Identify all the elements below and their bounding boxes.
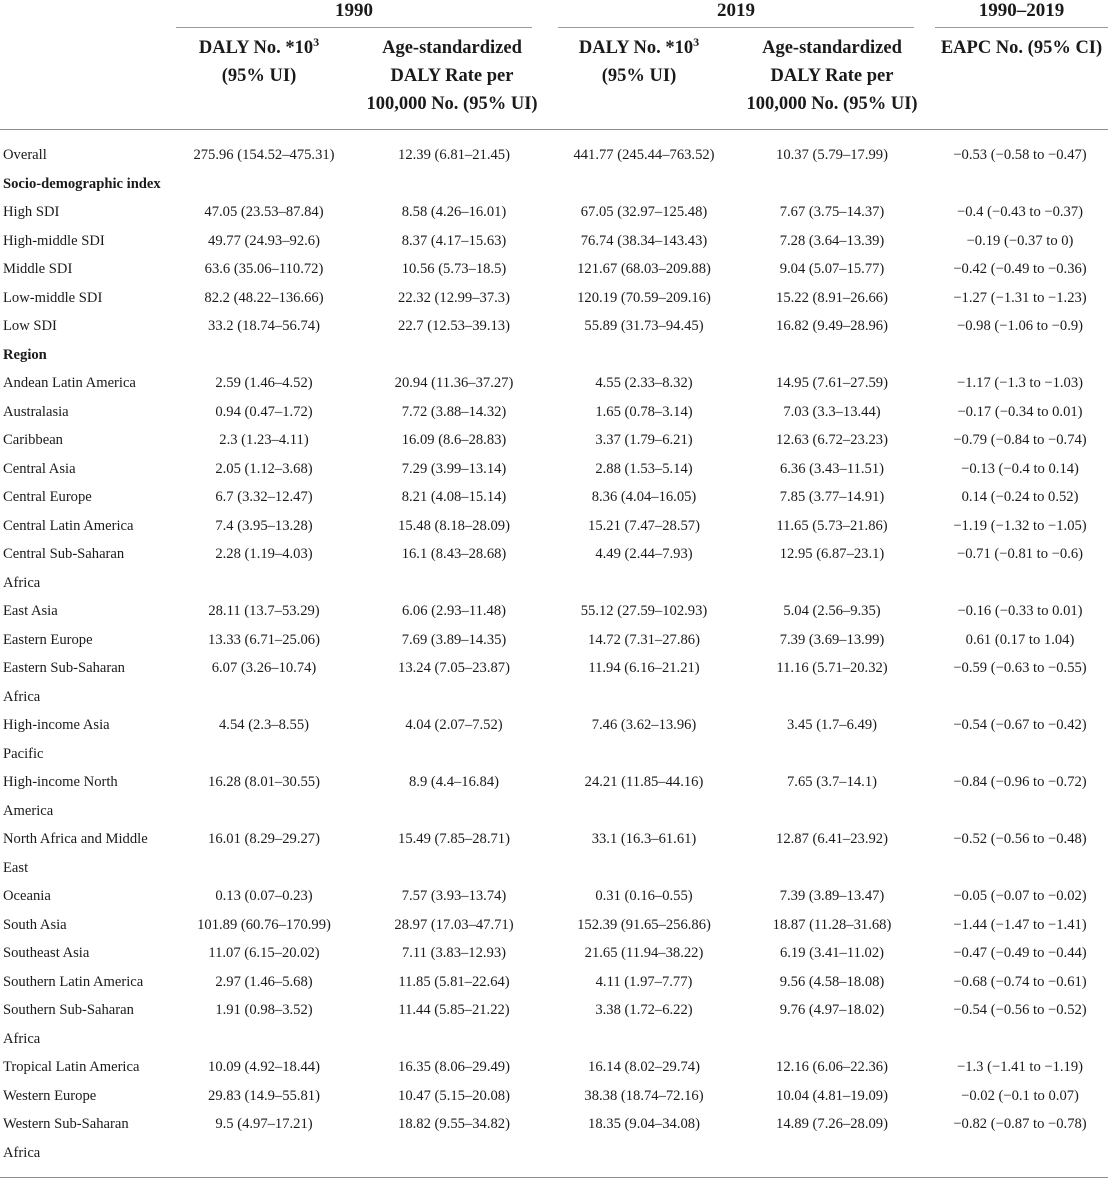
cell-eapc: 0.14 (−0.24 to 0.52) bbox=[961, 489, 1079, 505]
empty-cell bbox=[732, 569, 932, 598]
cell-eapc: −1.3 (−1.41 to −1.19) bbox=[956, 1059, 1084, 1075]
cell-d1990: 82.2 (48.22–136.66) bbox=[204, 289, 324, 306]
empty-cell bbox=[352, 341, 556, 370]
cell-d1990: 2.05 (1.12–3.68) bbox=[215, 460, 313, 477]
empty-cell bbox=[556, 1025, 732, 1054]
row-label: Eastern Sub-Saharan bbox=[3, 660, 125, 676]
cell-r2019: 6.19 (3.41–11.02) bbox=[779, 945, 885, 961]
cell-r1990: 22.7 (12.53–39.13) bbox=[398, 318, 510, 334]
empty-cell bbox=[556, 341, 732, 370]
empty-cell bbox=[732, 740, 932, 769]
empty-cell bbox=[932, 683, 1108, 712]
cell-r1990: 11.85 (5.81–22.64) bbox=[398, 973, 510, 990]
table-row bbox=[0, 882, 1108, 911]
cell-r2019: 3.45 (1.7–6.49) bbox=[787, 717, 877, 733]
empty-cell bbox=[732, 1025, 932, 1054]
table-row bbox=[0, 968, 1108, 997]
cell-r2019: 9.56 (4.58–18.08) bbox=[779, 973, 885, 990]
cell-d2019: 3.37 (1.79–6.21) bbox=[595, 432, 693, 448]
empty-cell bbox=[732, 683, 932, 712]
cell-d1990: 2.97 (1.46–5.68) bbox=[215, 973, 313, 990]
empty-cell bbox=[556, 797, 732, 826]
cell-eapc: −0.42 (−0.49 to −0.36) bbox=[953, 261, 1087, 277]
cell-eapc: −1.17 (−1.3 to −1.03) bbox=[956, 375, 1084, 391]
empty-cell bbox=[176, 170, 352, 199]
cell-r1990: 11.44 (5.85–21.22) bbox=[398, 1002, 510, 1018]
cell-d2019: 67.05 (32.97–125.48) bbox=[580, 204, 708, 220]
cell-d1990: 2.3 (1.23–4.11) bbox=[219, 432, 309, 448]
cell-r1990: 28.97 (17.03–47.71) bbox=[394, 916, 514, 933]
row-label: Oceania bbox=[3, 888, 51, 904]
empty-cell bbox=[932, 1025, 1108, 1054]
row-label: Southeast Asia bbox=[3, 945, 90, 961]
table-row bbox=[0, 825, 1108, 854]
row-label: Australasia bbox=[3, 403, 69, 420]
cell-r1990: 10.47 (5.15–20.08) bbox=[398, 1087, 510, 1104]
empty-cell bbox=[176, 854, 352, 883]
cell-r1990: 12.39 (6.81–21.45) bbox=[398, 147, 510, 163]
cell-r2019: 7.85 (3.77–14.91) bbox=[779, 489, 885, 505]
cell-eapc: −0.84 (−0.96 to −0.72) bbox=[953, 774, 1087, 790]
empty-cell bbox=[932, 170, 1108, 199]
row-label: North Africa and Middle bbox=[3, 831, 148, 847]
cell-eapc: −0.98 (−1.06 to −0.9) bbox=[956, 318, 1084, 334]
cell-d1990: 6.07 (3.26–10.74) bbox=[211, 660, 317, 676]
cell-d1990: 2.59 (1.46–4.52) bbox=[215, 375, 313, 391]
table-body bbox=[0, 141, 1108, 1167]
cell-d1990: 16.01 (8.29–29.27) bbox=[208, 831, 320, 847]
cell-d2019: 18.35 (9.04–34.08) bbox=[588, 1116, 700, 1132]
cell-r1990: 8.58 (4.26–16.01) bbox=[401, 204, 507, 220]
cell-r1990: 16.09 (8.6–28.83) bbox=[401, 432, 507, 448]
row-label: High-middle SDI bbox=[3, 232, 105, 249]
empty-cell bbox=[932, 854, 1108, 883]
cell-d1990: 16.28 (8.01–30.55) bbox=[208, 774, 320, 790]
cell-eapc: 0.61 (0.17 to 1.04) bbox=[965, 631, 1075, 648]
table-row bbox=[0, 369, 1108, 398]
cell-d1990: 49.77 (24.93–92.6) bbox=[208, 232, 320, 249]
row-label: America bbox=[3, 802, 54, 819]
cell-r2019: 12.95 (6.87–23.1) bbox=[779, 546, 885, 562]
cell-eapc: −0.17 (−0.34 to 0.01) bbox=[957, 403, 1083, 420]
header-rate-2019: Age-standardized DALY Rate per 100,000 No. (95% UI) bbox=[746, 38, 918, 114]
cell-eapc: −0.79 (−0.84 to −0.74) bbox=[953, 432, 1087, 448]
row-label: High-income Asia bbox=[3, 717, 110, 733]
cell-eapc: −0.16 (−0.33 to 0.01) bbox=[957, 603, 1083, 619]
cell-d1990: 33.2 (18.74–56.74) bbox=[208, 318, 320, 334]
empty-cell bbox=[556, 569, 732, 598]
cell-d2019: 55.12 (27.59–102.93) bbox=[580, 603, 708, 619]
table-bottom-rule bbox=[0, 1177, 1108, 1178]
empty-cell bbox=[556, 740, 732, 769]
empty-cell bbox=[352, 740, 556, 769]
empty-cell bbox=[176, 740, 352, 769]
cell-eapc: −0.19 (−0.37 to 0) bbox=[966, 232, 1074, 249]
table-row bbox=[0, 711, 1108, 740]
table-row bbox=[0, 483, 1108, 512]
table-row bbox=[0, 854, 1108, 883]
table-row bbox=[0, 939, 1108, 968]
table-row bbox=[0, 1110, 1108, 1139]
cell-eapc: −0.59 (−0.63 to −0.55) bbox=[953, 660, 1087, 676]
row-label: Low SDI bbox=[3, 318, 57, 334]
cell-d1990: 0.94 (0.47–1.72) bbox=[215, 403, 313, 420]
row-label: Andean Latin America bbox=[3, 375, 136, 391]
empty-cell bbox=[352, 797, 556, 826]
cell-d2019: 7.46 (3.62–13.96) bbox=[591, 717, 697, 733]
cell-r1990: 7.69 (3.89–14.35) bbox=[401, 631, 507, 648]
data-table bbox=[0, 141, 1108, 1167]
cell-r1990: 7.72 (3.88–14.32) bbox=[401, 403, 507, 420]
cell-d1990: 101.89 (60.76–170.99) bbox=[197, 916, 331, 933]
row-label: Central Asia bbox=[3, 460, 76, 477]
table-row bbox=[0, 911, 1108, 940]
cell-r2019: 12.16 (6.06–22.36) bbox=[776, 1059, 888, 1075]
header-bottom-rule bbox=[0, 129, 1108, 130]
empty-cell bbox=[932, 740, 1108, 769]
header-rate-1990: Age-standardized DALY Rate per 100,000 No. (95% UI) bbox=[366, 38, 538, 114]
cell-d1990: 9.5 (4.97–17.21) bbox=[215, 1116, 313, 1132]
table-row bbox=[0, 1139, 1108, 1168]
empty-cell bbox=[176, 569, 352, 598]
cell-r1990: 7.11 (3.83–12.93) bbox=[401, 945, 507, 961]
cell-r1990: 7.57 (3.93–13.74) bbox=[401, 888, 507, 904]
row-label: Southern Sub-Saharan bbox=[3, 1002, 134, 1018]
cell-r1990: 22.32 (12.99–37.3) bbox=[398, 289, 510, 306]
cell-d2019: 16.14 (8.02–29.74) bbox=[588, 1059, 700, 1075]
table-row bbox=[0, 255, 1108, 284]
cell-r1990: 16.1 (8.43–28.68) bbox=[401, 546, 507, 562]
cell-d1990: 28.11 (13.7–53.29) bbox=[208, 603, 320, 619]
empty-cell bbox=[352, 683, 556, 712]
cell-d1990: 7.4 (3.95–13.28) bbox=[215, 517, 313, 534]
section-header-row bbox=[0, 170, 1108, 199]
row-label: East bbox=[3, 859, 29, 876]
table-row bbox=[0, 768, 1108, 797]
cell-r2019: 11.65 (5.73–21.86) bbox=[776, 517, 888, 534]
cell-d2019: 8.36 (4.04–16.05) bbox=[591, 489, 697, 505]
cell-d1990: 10.09 (4.92–18.44) bbox=[208, 1059, 320, 1075]
row-label: Western Sub-Saharan bbox=[3, 1116, 129, 1132]
row-label: Eastern Europe bbox=[3, 631, 93, 648]
cell-r2019: 9.04 (5.07–15.77) bbox=[779, 261, 885, 277]
row-label: Caribbean bbox=[3, 432, 63, 448]
header-daly-1990: DALY No. $*10^3$ (95% UI) bbox=[198, 35, 320, 86]
cell-d1990: 4.54 (2.3–8.55) bbox=[219, 717, 309, 733]
empty-cell bbox=[932, 341, 1108, 370]
empty-cell bbox=[176, 1139, 352, 1168]
cell-eapc: −0.13 (−0.4 to 0.14) bbox=[961, 460, 1079, 477]
empty-cell bbox=[352, 1139, 556, 1168]
cell-eapc: −0.52 (−0.56 to −0.48) bbox=[953, 831, 1087, 847]
row-label: Africa bbox=[3, 1030, 41, 1047]
cell-eapc: −0.54 (−0.67 to −0.42) bbox=[953, 717, 1087, 733]
empty-cell bbox=[352, 569, 556, 598]
cell-d1990: 63.6 (35.06–110.72) bbox=[204, 261, 324, 277]
table-row bbox=[0, 654, 1108, 683]
row-label: Africa bbox=[3, 1144, 41, 1161]
cell-d2019: 76.74 (38.34–143.43) bbox=[580, 232, 708, 249]
table-row bbox=[0, 540, 1108, 569]
cell-d2019: 14.72 (7.31–27.86) bbox=[588, 631, 700, 648]
cell-r2019: 6.36 (3.43–11.51) bbox=[779, 460, 885, 477]
section-label: Socio-demographic index bbox=[3, 175, 161, 192]
cell-d2019: 1.65 (0.78–3.14) bbox=[595, 403, 693, 420]
row-label: Africa bbox=[3, 688, 41, 705]
header-rule-1990 bbox=[176, 27, 532, 28]
cell-r1990: 20.94 (11.36–37.27) bbox=[394, 375, 514, 391]
row-label: Africa bbox=[3, 574, 41, 591]
cell-r2019: 12.63 (6.72–23.23) bbox=[776, 432, 888, 448]
cell-d1990: 2.28 (1.19–4.03) bbox=[215, 546, 313, 562]
cell-r2019: 5.04 (2.56–9.35) bbox=[783, 603, 881, 619]
cell-d1990: 6.7 (3.32–12.47) bbox=[215, 489, 313, 505]
cell-d1990: 11.07 (6.15–20.02) bbox=[208, 945, 320, 961]
table-row bbox=[0, 626, 1108, 655]
table-row bbox=[0, 683, 1108, 712]
section-header-row bbox=[0, 341, 1108, 370]
empty-cell bbox=[732, 854, 932, 883]
table-row bbox=[0, 312, 1108, 341]
cell-d2019: 441.77 (245.44–763.52) bbox=[573, 147, 715, 163]
header-rule-range bbox=[935, 27, 1108, 28]
table-row bbox=[0, 1082, 1108, 1111]
row-label: Middle SDI bbox=[3, 261, 73, 277]
table-row bbox=[0, 455, 1108, 484]
table-row bbox=[0, 597, 1108, 626]
cell-d2019: 2.88 (1.53–5.14) bbox=[595, 460, 693, 477]
cell-d2019: 55.89 (31.73–94.45) bbox=[584, 318, 704, 334]
cell-d2019: 4.49 (2.44–7.93) bbox=[595, 546, 693, 562]
empty-cell bbox=[732, 341, 932, 370]
cell-r2019: 7.03 (3.3–13.44) bbox=[783, 403, 881, 420]
empty-cell bbox=[556, 170, 732, 199]
cell-eapc: −1.27 (−1.31 to −1.23) bbox=[953, 289, 1087, 306]
cell-r1990: 15.48 (8.18–28.09) bbox=[398, 517, 510, 534]
cell-r2019: 14.89 (7.26–28.09) bbox=[776, 1116, 888, 1132]
cell-d2019: 4.55 (2.33–8.32) bbox=[595, 375, 693, 391]
cell-eapc: −0.05 (−0.07 to −0.02) bbox=[953, 888, 1087, 904]
cell-d2019: 15.21 (7.47–28.57) bbox=[588, 517, 700, 534]
cell-r2019: 7.39 (3.69–13.99) bbox=[779, 631, 885, 648]
cell-r2019: 9.76 (4.97–18.02) bbox=[779, 1002, 885, 1018]
row-label: Western Europe bbox=[3, 1087, 97, 1104]
cell-eapc: −0.53 (−0.58 to −0.47) bbox=[953, 147, 1087, 163]
header-eapc: EAPC No. (95% CI) bbox=[940, 38, 1103, 58]
cell-d2019: 121.67 (68.03–209.88) bbox=[577, 261, 711, 277]
cell-r2019: 7.28 (3.64–13.39) bbox=[779, 232, 885, 249]
cell-r2019: 7.39 (3.89–13.47) bbox=[779, 888, 885, 904]
cell-eapc: −1.44 (−1.47 to −1.41) bbox=[953, 916, 1087, 933]
cell-d2019: 120.19 (70.59–209.16) bbox=[577, 289, 711, 306]
table-row bbox=[0, 398, 1108, 427]
table-row bbox=[0, 198, 1108, 227]
table-row bbox=[0, 569, 1108, 598]
cell-r2019: 16.82 (9.49–28.96) bbox=[776, 318, 888, 334]
empty-cell bbox=[352, 854, 556, 883]
empty-cell bbox=[556, 683, 732, 712]
empty-cell bbox=[732, 170, 932, 199]
cell-r1990: 15.49 (7.85–28.71) bbox=[398, 831, 510, 847]
row-label: South Asia bbox=[3, 916, 67, 933]
cell-d2019: 38.38 (18.74–72.16) bbox=[584, 1087, 704, 1104]
cell-r1990: 13.24 (7.05–23.87) bbox=[398, 660, 510, 676]
cell-r2019: 10.37 (5.79–17.99) bbox=[776, 147, 888, 163]
cell-r2019: 14.95 (7.61–27.59) bbox=[776, 375, 888, 391]
table-row bbox=[0, 996, 1108, 1025]
cell-r1990: 8.21 (4.08–15.14) bbox=[401, 489, 507, 505]
cell-d2019: 152.39 (91.65–256.86) bbox=[577, 916, 711, 933]
cell-d2019: 0.31 (0.16–0.55) bbox=[595, 888, 693, 904]
table-row bbox=[0, 740, 1108, 769]
empty-cell bbox=[732, 797, 932, 826]
table-row bbox=[0, 426, 1108, 455]
empty-cell bbox=[556, 854, 732, 883]
cell-d2019: 21.65 (11.94–38.22) bbox=[584, 945, 704, 961]
row-label: Low-middle SDI bbox=[3, 289, 103, 306]
row-label: Pacific bbox=[3, 745, 44, 762]
cell-d2019: 33.1 (16.3–61.61) bbox=[591, 831, 697, 847]
cell-r2019: 7.65 (3.7–14.1) bbox=[787, 774, 877, 790]
empty-cell bbox=[176, 683, 352, 712]
row-label: High SDI bbox=[3, 204, 60, 220]
cell-d1990: 13.33 (6.71–25.06) bbox=[208, 631, 320, 648]
cell-d1990: 275.96 (154.52–475.31) bbox=[193, 147, 335, 163]
cell-r1990: 4.04 (2.07–7.52) bbox=[405, 717, 503, 733]
cell-d1990: 47.05 (23.53–87.84) bbox=[204, 204, 324, 220]
row-label: High-income North bbox=[3, 774, 118, 790]
row-label: Tropical Latin America bbox=[3, 1059, 140, 1075]
empty-cell bbox=[176, 797, 352, 826]
row-label: East Asia bbox=[3, 603, 58, 619]
row-label: Overall bbox=[3, 147, 47, 163]
header-year-2019: 2019 bbox=[717, 0, 755, 21]
cell-d2019: 24.21 (11.85–44.16) bbox=[584, 774, 704, 790]
cell-eapc: −0.54 (−0.56 to −0.52) bbox=[953, 1002, 1087, 1018]
empty-cell bbox=[556, 1139, 732, 1168]
empty-cell bbox=[732, 1139, 932, 1168]
cell-d2019: 11.94 (6.16–21.21) bbox=[588, 660, 700, 676]
cell-d1990: 29.83 (14.9–55.81) bbox=[208, 1087, 320, 1104]
cell-r2019: 7.67 (3.75–14.37) bbox=[779, 204, 885, 220]
cell-eapc: −0.71 (−0.81 to −0.6) bbox=[956, 546, 1084, 562]
cell-r1990: 10.56 (5.73–18.5) bbox=[401, 261, 507, 277]
cell-eapc: −0.82 (−0.87 to −0.78) bbox=[953, 1116, 1087, 1132]
empty-cell bbox=[176, 1025, 352, 1054]
cell-d1990: 1.91 (0.98–3.52) bbox=[215, 1002, 313, 1018]
table-row bbox=[0, 1025, 1108, 1054]
cell-r1990: 8.37 (4.17–15.63) bbox=[401, 232, 507, 249]
header-rule-2019 bbox=[558, 27, 914, 28]
row-label: Central Europe bbox=[3, 489, 92, 505]
table-row bbox=[0, 797, 1108, 826]
cell-d2019: 3.38 (1.72–6.22) bbox=[595, 1002, 693, 1018]
empty-cell bbox=[352, 170, 556, 199]
cell-r2019: 11.16 (5.71–20.32) bbox=[776, 660, 888, 676]
section-label: Region bbox=[3, 346, 47, 363]
empty-cell bbox=[352, 1025, 556, 1054]
cell-r1990: 16.35 (8.06–29.49) bbox=[398, 1059, 510, 1075]
cell-eapc: −0.02 (−0.1 to 0.07) bbox=[961, 1087, 1079, 1104]
empty-cell bbox=[932, 797, 1108, 826]
header-year-1990: 1990 bbox=[335, 0, 373, 21]
row-label: Central Sub-Saharan bbox=[3, 546, 125, 562]
cell-r2019: 15.22 (8.91–26.66) bbox=[776, 289, 888, 306]
cell-r1990: 6.06 (2.93–11.48) bbox=[401, 603, 507, 619]
cell-d2019: 4.11 (1.97–7.77) bbox=[595, 973, 693, 990]
header-year-range: 1990–2019 bbox=[978, 0, 1065, 21]
header-daly-2019: DALY No. $*10^3$ (95% UI) bbox=[578, 35, 700, 86]
empty-cell bbox=[932, 1139, 1108, 1168]
cell-r1990: 7.29 (3.99–13.14) bbox=[401, 460, 507, 477]
cell-eapc: −0.68 (−0.74 to −0.61) bbox=[953, 973, 1087, 990]
cell-eapc: −1.19 (−1.32 to −1.05) bbox=[953, 517, 1087, 534]
cell-r2019: 12.87 (6.41–23.92) bbox=[776, 831, 888, 847]
empty-cell bbox=[932, 569, 1108, 598]
cell-r1990: 8.9 (4.4–16.84) bbox=[409, 774, 499, 790]
cell-r2019: 10.04 (4.81–19.09) bbox=[776, 1087, 888, 1104]
row-label: Southern Latin America bbox=[3, 973, 144, 990]
cell-r1990: 18.82 (9.55–34.82) bbox=[398, 1116, 510, 1132]
cell-eapc: −0.4 (−0.43 to −0.37) bbox=[956, 204, 1084, 220]
cell-eapc: −0.47 (−0.49 to −0.44) bbox=[953, 945, 1087, 961]
table-row bbox=[0, 227, 1108, 256]
table-row bbox=[0, 512, 1108, 541]
cell-r2019: 18.87 (11.28–31.68) bbox=[772, 916, 892, 933]
table-row bbox=[0, 141, 1108, 170]
empty-cell bbox=[176, 341, 352, 370]
row-label: Central Latin America bbox=[3, 517, 134, 534]
cell-d1990: 0.13 (0.07–0.23) bbox=[215, 888, 313, 904]
table-row bbox=[0, 1053, 1108, 1082]
table-row bbox=[0, 284, 1108, 313]
